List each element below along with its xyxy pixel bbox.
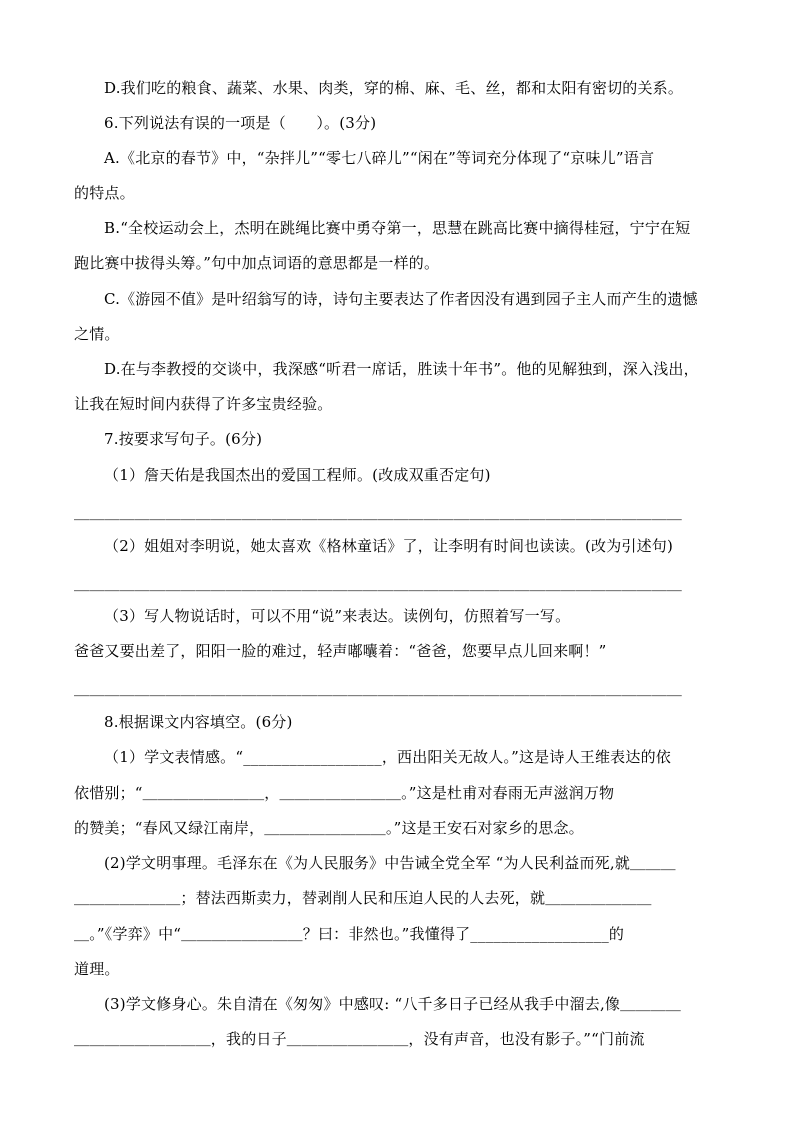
- q7-item-2: （2）姐姐对李明说，她太喜欢《格林童话》了，让李明有时间也读读。(改为引述句): [104, 537, 674, 555]
- q8-item-2-line4: 道理。: [74, 960, 120, 978]
- q8-item-1-line3: 的赞美；“春风又绿江南岸，＿＿＿＿＿＿＿＿。”这是王安石对家乡的思念。: [74, 819, 584, 837]
- q7-example-sentence: 爸爸又要出差了，阳阳一脸的难过，轻声嘟囔着：“爸爸，您要早点儿回来啊！”: [74, 642, 607, 660]
- q6-stem: 6.下列说法有误的一项是（ ）。(3分): [104, 114, 377, 132]
- q8-item-2-line2: ＿＿＿＿＿＿＿；替法西斯卖力，替剥削人民和压迫人民的人去死，就＿＿＿＿＿＿＿: [74, 889, 652, 907]
- q5-option-d: D.我们吃的粮食、蔬菜、水果、肉类，穿的棉、麻、毛、丝，都和太阳有密切的关系。: [104, 79, 684, 97]
- q6-option-b-line1: B.“全校运动会上，杰明在跳绳比赛中勇夺第一，思慧在跳高比赛中摘得桂冠，宁宁在短: [104, 219, 691, 237]
- q7-answer-line-3: ＿＿＿＿＿＿＿＿＿＿＿＿＿＿＿＿＿＿＿＿＿＿＿＿＿＿＿＿＿＿＿＿＿＿＿＿＿＿＿＿: [74, 680, 683, 698]
- q7-item-3: （3）写人物说话时，可以不用“说”来表达。读例句，仿照着写一写。: [104, 607, 571, 625]
- q6-option-b-line2: 跑比赛中拔得头筹。”句中加点词语的意思都是一样的。: [74, 254, 440, 272]
- q6-option-a-line2: 的特点。: [74, 184, 135, 202]
- q6-option-c-line2: 之情。: [74, 325, 120, 343]
- q8-item-2-line1: (2)学文明事理。毛泽东在《为人民服务》中告诫全党全军 “为人民利益而死,就＿＿＿: [104, 854, 676, 872]
- q7-item-1: （1）詹天佑是我国杰出的爱国工程师。(改成双重否定句): [104, 466, 491, 484]
- q6-option-d-line1: D.在与李教授的交谈中，我深感“听君一席话，胜读十年书”。他的见解独到，深入浅出，: [104, 360, 699, 378]
- q8-item-1-line2: 依惜别；“＿＿＿＿＿＿＿＿，＿＿＿＿＿＿＿＿。”这是杜甫对春雨无声滋润万物: [74, 784, 615, 802]
- q6-option-d-line2: 让我在短时间内获得了许多宝贵经验。: [74, 395, 333, 413]
- q6-option-c-line1: C.《游园不值》是叶绍翁写的诗，诗句主要表达了作者因没有遇到园子主人而产生的遗憾: [104, 290, 698, 308]
- q8-item-2-line3: ＿。”《学弈》中“＿＿＿＿＿＿＿＿？曰：非然也。”我懂得了__________________的: [74, 925, 625, 943]
- q8-item-3-line1: (3)学文修身心。朱自清在《匆匆》中感叹: “八千多日子已经从我手中溜去,像＿＿＿＿: [104, 995, 681, 1013]
- q7-answer-line-1: ＿＿＿＿＿＿＿＿＿＿＿＿＿＿＿＿＿＿＿＿＿＿＿＿＿＿＿＿＿＿＿＿＿＿＿＿＿＿＿＿: [74, 504, 683, 522]
- q6-option-a-line1: A.《北京的春节》中，“杂拌儿”“零七八碎儿”“闲在”等词充分体现了“京味儿”语言: [104, 149, 655, 167]
- q8-item-3-line2: ＿＿＿＿＿＿＿＿＿，我的日子＿＿＿＿＿＿＿＿，没有声音，也没有影子。”“门前流: [74, 1030, 645, 1048]
- q8-stem: 8.根据课文内容填空。(6分): [104, 713, 293, 731]
- q7-stem: 7.按要求写句子。(6分): [104, 430, 263, 448]
- q7-answer-line-2: ＿＿＿＿＿＿＿＿＿＿＿＿＿＿＿＿＿＿＿＿＿＿＿＿＿＿＿＿＿＿＿＿＿＿＿＿＿＿＿＿: [74, 575, 683, 593]
- q8-item-1-line1: （1）学文表情感。“__________________，西出阳关无故人。”这是诗人王维表达的依: [104, 748, 671, 766]
